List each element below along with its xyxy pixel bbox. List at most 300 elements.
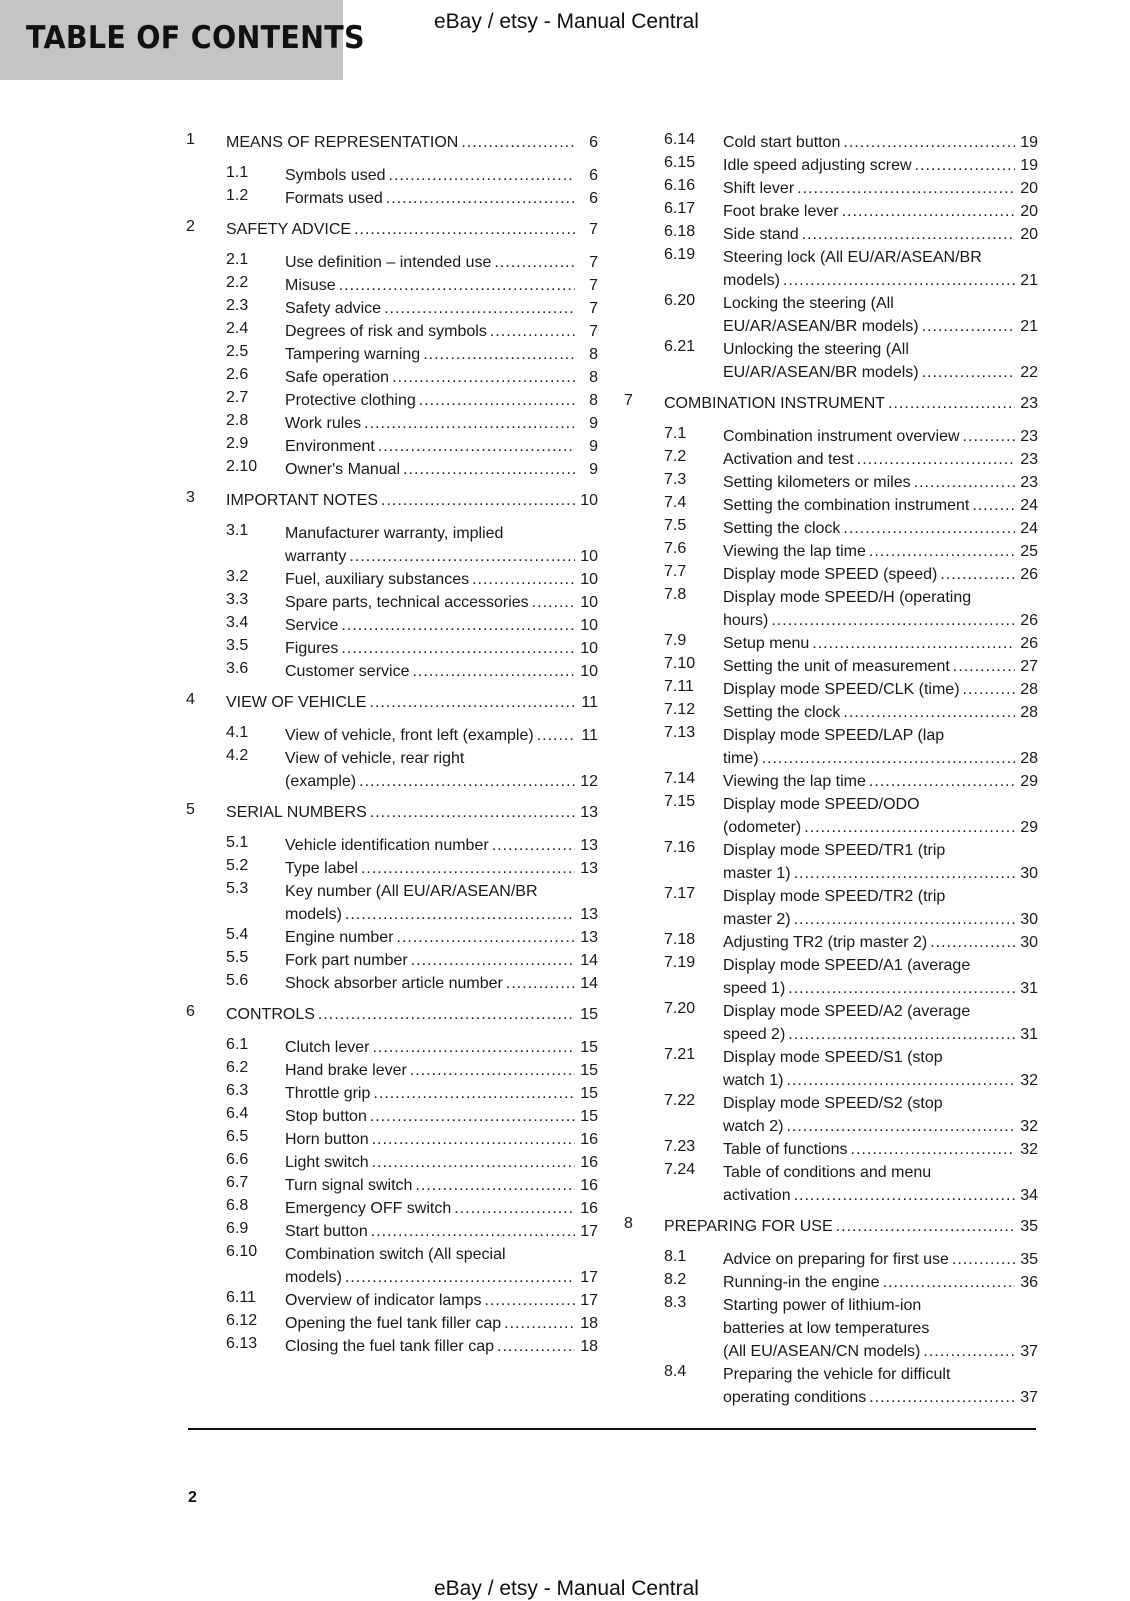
- toc-entry-number: 7.19: [664, 954, 696, 971]
- dot-leader: [339, 274, 575, 297]
- toc-entry-title: Adjusting TR2 (trip master 2): [723, 934, 928, 951]
- toc-page-number: 10: [580, 548, 598, 565]
- dot-leader: [415, 1174, 575, 1197]
- toc-entry-number: 7.18: [664, 931, 696, 948]
- toc-page-number: 20: [1020, 203, 1038, 220]
- footer-divider: [188, 1428, 1036, 1430]
- toc-entry-number: 6.1: [226, 1036, 249, 1053]
- toc-entry[interactable]: [624, 586, 1038, 632]
- toc-entry-number: 6.7: [226, 1174, 249, 1191]
- toc-entry-number: 8.4: [664, 1363, 687, 1380]
- toc-entry-title: Environment: [285, 438, 375, 455]
- toc-entry-title: Stop button: [285, 1108, 367, 1125]
- toc-page-number: 22: [1020, 364, 1038, 381]
- toc-entry[interactable]: [186, 1312, 598, 1335]
- dot-leader: [930, 931, 1015, 954]
- toc-page-number: 19: [1020, 157, 1038, 174]
- dot-leader: [359, 770, 575, 793]
- dot-leader: [762, 747, 1015, 770]
- toc-entry-title: Preparing the vehicle for difficult: [723, 1366, 951, 1383]
- dot-leader: [461, 131, 575, 154]
- toc-entry-number: 7.22: [664, 1092, 696, 1109]
- dot-leader: [504, 1312, 575, 1335]
- toc-entry-number: 4.1: [226, 724, 249, 741]
- toc-entry-number: 7.8: [664, 586, 687, 603]
- toc-entry[interactable]: [186, 435, 598, 458]
- toc-page-number: 12: [580, 773, 598, 790]
- toc-entry-title: COMBINATION INSTRUMENT: [664, 395, 886, 412]
- toc-chapter[interactable]: [624, 1215, 1038, 1238]
- toc-entry[interactable]: [624, 1271, 1038, 1294]
- toc-entry-title: watch 1): [723, 1072, 784, 1089]
- toc-entry-number: 7.15: [664, 793, 696, 810]
- toc-page-number: 16: [580, 1154, 598, 1171]
- dot-leader: [915, 154, 1015, 177]
- toc-entry-number: 6.14: [664, 131, 696, 148]
- toc-entry[interactable]: [624, 1294, 1038, 1363]
- page-number: 2: [188, 1489, 197, 1506]
- toc-entry-number: 3.5: [226, 637, 249, 654]
- toc-entry[interactable]: [186, 1174, 598, 1197]
- toc-entry-number: 2.9: [226, 435, 249, 452]
- toc-page-number: 19: [1020, 134, 1038, 151]
- toc-entry-title: Light switch: [285, 1154, 369, 1171]
- toc-page-number: 23: [1020, 451, 1038, 468]
- toc-entry-title: Overview of indicator lamps: [285, 1292, 482, 1309]
- toc-entry[interactable]: [186, 320, 598, 343]
- toc-entry-title: Key number (All EU/AR/ASEAN/BR: [285, 883, 538, 900]
- toc-page-number: 14: [580, 975, 598, 992]
- toc-entry[interactable]: [624, 177, 1038, 200]
- dot-leader: [804, 816, 1015, 839]
- toc-entry-title: master 2): [723, 911, 791, 928]
- toc-entry-title: Display mode SPEED/TR1 (trip: [723, 842, 946, 859]
- toc-entry[interactable]: [624, 632, 1038, 655]
- toc-page-number: 21: [1020, 272, 1038, 289]
- dot-leader: [341, 614, 575, 637]
- toc-entry-number: 3.6: [226, 660, 249, 677]
- toc-entry-title: Display mode SPEED/S2 (stop: [723, 1095, 943, 1112]
- toc-entry-number: 5.5: [226, 949, 249, 966]
- toc-page-number: 6: [589, 167, 598, 184]
- toc-entry[interactable]: [186, 1197, 598, 1220]
- dot-leader: [963, 678, 1015, 701]
- toc-page-number: 20: [1020, 180, 1038, 197]
- dot-leader: [361, 857, 575, 880]
- toc-entry-title: Emergency OFF switch: [285, 1200, 452, 1217]
- dot-leader: [972, 494, 1015, 517]
- toc-entry[interactable]: [186, 880, 598, 926]
- toc-page-number: 24: [1020, 520, 1038, 537]
- toc-page-number: 28: [1020, 681, 1038, 698]
- dot-leader: [802, 223, 1015, 246]
- toc-entry-title: Closing the fuel tank filler cap: [285, 1338, 494, 1355]
- toc-entry[interactable]: [624, 540, 1038, 563]
- toc-entry-title: Opening the fuel tank filler cap: [285, 1315, 502, 1332]
- dot-leader: [397, 926, 575, 949]
- toc-chapter[interactable]: [186, 801, 598, 824]
- dot-leader: [857, 448, 1015, 471]
- toc-entry[interactable]: [186, 1059, 598, 1082]
- toc-entry-number: 7.14: [664, 770, 696, 787]
- toc-page-number: 16: [580, 1177, 598, 1194]
- toc-entry[interactable]: [186, 747, 598, 793]
- toc-page-number: 30: [1020, 911, 1038, 928]
- toc-entry-title: Display mode SPEED/S1 (stop: [723, 1049, 943, 1066]
- toc-entry[interactable]: [624, 724, 1038, 770]
- toc-entry-title: Display mode SPEED (speed): [723, 566, 938, 583]
- dot-leader: [373, 1082, 575, 1105]
- toc-entry-number: 3: [186, 489, 195, 506]
- toc-entry[interactable]: [186, 614, 598, 637]
- toc-entry-number: 7.16: [664, 839, 696, 856]
- dot-leader: [786, 1115, 1015, 1138]
- toc-entry-title: Owner's Manual: [285, 461, 401, 478]
- toc-entry-title: Display mode SPEED/ODO: [723, 796, 920, 813]
- toc-entry-title: Customer service: [285, 663, 410, 680]
- toc-entry-title: Table of conditions and menu: [723, 1164, 932, 1181]
- toc-entry[interactable]: [624, 563, 1038, 586]
- toc-entry-title: Display mode SPEED/CLK (time): [723, 681, 960, 698]
- toc-entry[interactable]: [624, 200, 1038, 223]
- toc-entry[interactable]: [186, 522, 598, 568]
- toc-page-number: 6: [589, 190, 598, 207]
- dot-leader: [843, 701, 1015, 724]
- toc-entry-title: Formats used: [285, 190, 383, 207]
- toc-entry-number: 3.3: [226, 591, 249, 608]
- toc-entry[interactable]: [624, 1046, 1038, 1092]
- dot-leader: [922, 315, 1015, 338]
- dot-leader: [497, 1335, 575, 1358]
- dot-leader: [392, 366, 575, 389]
- toc-page-number: 28: [1020, 750, 1038, 767]
- toc-entry[interactable]: [186, 366, 598, 389]
- toc-entry[interactable]: [624, 931, 1038, 954]
- toc-entry-number: 7: [624, 392, 633, 409]
- toc-entry-title: Hand brake lever: [285, 1062, 407, 1079]
- toc-page-number: 8: [589, 392, 598, 409]
- toc-entry[interactable]: [624, 1138, 1038, 1161]
- dot-leader: [411, 949, 575, 972]
- toc-page-number: 11: [581, 727, 598, 744]
- toc-entry-title: Setting the unit of measurement: [723, 658, 950, 675]
- dot-leader: [783, 269, 1015, 292]
- dot-leader: [869, 770, 1015, 793]
- toc-chapter[interactable]: [186, 489, 598, 512]
- toc-entry-number: 2.5: [226, 343, 249, 360]
- toc-entry-title: speed 1): [723, 980, 786, 997]
- toc-chapter[interactable]: [186, 218, 598, 241]
- toc-page-number: 17: [580, 1292, 598, 1309]
- toc-entry[interactable]: [624, 154, 1038, 177]
- toc-entry-number: 6.2: [226, 1059, 249, 1076]
- toc-entry-title: Viewing the lap time: [723, 773, 866, 790]
- toc-entry-title: Setting the clock: [723, 520, 841, 537]
- toc-entry-number: 2.3: [226, 297, 249, 314]
- toc-entry[interactable]: [624, 471, 1038, 494]
- toc-entry[interactable]: [186, 343, 598, 366]
- toc-entry[interactable]: [186, 274, 598, 297]
- toc-page-number: 32: [1020, 1072, 1038, 1089]
- toc-entry[interactable]: [624, 517, 1038, 540]
- toc-entry-number: 7.3: [664, 471, 687, 488]
- toc-entry[interactable]: [624, 1000, 1038, 1046]
- toc-entry[interactable]: [186, 1289, 598, 1312]
- toc-entry-title: Foot brake lever: [723, 203, 839, 220]
- toc-entry[interactable]: [624, 678, 1038, 701]
- toc-entry-number: 3.1: [226, 522, 249, 539]
- toc-page-number: 11: [581, 694, 598, 711]
- toc-entry-number: 5.1: [226, 834, 249, 851]
- toc-entry[interactable]: [624, 793, 1038, 839]
- toc-page-number: 14: [580, 952, 598, 969]
- toc-chapter[interactable]: [624, 392, 1038, 415]
- toc-page-number: 15: [580, 1108, 598, 1125]
- toc-page-number: 26: [1020, 566, 1038, 583]
- toc-page-number: 16: [580, 1131, 598, 1148]
- toc-page-number: 6: [589, 134, 598, 151]
- toc-entry[interactable]: [186, 412, 598, 435]
- toc-entry-title: Start button: [285, 1223, 368, 1240]
- toc-entry-number: 6.13: [226, 1335, 258, 1352]
- dot-leader: [794, 862, 1015, 885]
- toc-entry-number: 2.4: [226, 320, 249, 337]
- toc-entry[interactable]: [186, 926, 598, 949]
- toc-entry[interactable]: [186, 1335, 598, 1358]
- toc-entry-number: 7.2: [664, 448, 687, 465]
- toc-entry-title: Cold start button: [723, 134, 841, 151]
- toc-entry[interactable]: [186, 1128, 598, 1151]
- toc-page-number: 29: [1020, 819, 1038, 836]
- toc-entry-number: 7.9: [664, 632, 687, 649]
- toc-entry-number: 7.17: [664, 885, 696, 902]
- toc-entry-number: 1: [186, 131, 195, 148]
- toc-page-number: 32: [1020, 1141, 1038, 1158]
- dot-leader: [349, 545, 575, 568]
- dot-leader: [372, 1036, 575, 1059]
- dot-leader: [794, 1184, 1015, 1207]
- toc-entry[interactable]: [186, 187, 598, 210]
- toc-entry[interactable]: [624, 223, 1038, 246]
- toc-page-number: 30: [1020, 865, 1038, 882]
- dot-leader: [788, 1023, 1015, 1046]
- dot-leader: [842, 200, 1015, 223]
- dot-leader: [963, 425, 1015, 448]
- toc-entry-title: Locking the steering (All: [723, 295, 894, 312]
- toc-entry[interactable]: [624, 770, 1038, 793]
- toc-entry-number: 7.5: [664, 517, 687, 534]
- toc-entry[interactable]: [624, 954, 1038, 1000]
- dot-leader: [384, 297, 575, 320]
- dot-leader: [794, 908, 1015, 931]
- toc-entry-number: 2.1: [226, 251, 249, 268]
- toc-entry[interactable]: [624, 338, 1038, 384]
- toc-entry-number: 1.2: [226, 187, 249, 204]
- dot-leader: [797, 177, 1015, 200]
- toc-entry[interactable]: [624, 1161, 1038, 1207]
- toc-entry-title: Use definition – intended use: [285, 254, 492, 271]
- toc-entry-title: VIEW OF VEHICLE: [226, 694, 367, 711]
- toc-entry[interactable]: [186, 1105, 598, 1128]
- toc-entry[interactable]: [186, 857, 598, 880]
- toc-entry-title: IMPORTANT NOTES: [226, 492, 379, 509]
- toc-entry-title: Starting power of lithium-ion: [723, 1297, 922, 1314]
- dot-leader: [412, 660, 575, 683]
- toc-page-number: 9: [589, 415, 598, 432]
- toc-entry-number: 7.4: [664, 494, 687, 511]
- toc-chapter[interactable]: [186, 691, 598, 714]
- toc-entry[interactable]: [624, 839, 1038, 885]
- toc-entry-title: Display mode SPEED/H (operating: [723, 589, 972, 606]
- toc-page-number: 10: [580, 640, 598, 657]
- toc-entry-number: 6.19: [664, 246, 696, 263]
- toc-entry-number: 8.3: [664, 1294, 687, 1311]
- toc-entry-title: View of vehicle, front left (example): [285, 727, 534, 744]
- toc-entry[interactable]: [624, 1363, 1038, 1409]
- toc-entry-title: Display mode SPEED/A2 (average: [723, 1003, 971, 1020]
- toc-entry[interactable]: [186, 389, 598, 412]
- toc-entry[interactable]: [624, 885, 1038, 931]
- toc-page-number: 37: [1020, 1389, 1038, 1406]
- toc-entry[interactable]: [624, 494, 1038, 517]
- toc-entry-number: 6.17: [664, 200, 696, 217]
- toc-page-number: 23: [1020, 428, 1038, 445]
- toc-entry[interactable]: [186, 1036, 598, 1059]
- dot-leader: [372, 1151, 575, 1174]
- toc-entry-title: Setup menu: [723, 635, 810, 652]
- dot-leader: [386, 187, 575, 210]
- dot-leader: [490, 320, 575, 343]
- toc-entry-title: Side stand: [723, 226, 799, 243]
- toc-entry-number: 7.7: [664, 563, 687, 580]
- toc-chapter[interactable]: [186, 1003, 598, 1026]
- toc-entry-number: 7.24: [664, 1161, 696, 1178]
- toc-entry-number: 6.3: [226, 1082, 249, 1099]
- dot-leader: [888, 392, 1015, 415]
- toc-entry-title: Setting kilometers or miles: [723, 474, 911, 491]
- toc-page-number: 29: [1020, 773, 1038, 790]
- toc-entry-title: Turn signal switch: [285, 1177, 413, 1194]
- toc-entry[interactable]: [186, 1151, 598, 1174]
- toc-entry-number: 7.13: [664, 724, 696, 741]
- toc-entry-number: 6.16: [664, 177, 696, 194]
- toc-entry-number: 5.3: [226, 880, 249, 897]
- toc-entry[interactable]: [624, 701, 1038, 724]
- toc-entry-title: models): [723, 272, 780, 289]
- toc-page-number: 7: [589, 277, 598, 294]
- toc-entry[interactable]: [624, 425, 1038, 448]
- toc-entry[interactable]: [186, 297, 598, 320]
- toc-entry[interactable]: [186, 949, 598, 972]
- toc-entry-title: hours): [723, 612, 769, 629]
- toc-page-number: 20: [1020, 226, 1038, 243]
- dot-leader: [843, 517, 1015, 540]
- toc-entry[interactable]: [624, 655, 1038, 678]
- dot-leader: [389, 164, 576, 187]
- toc-entry-number: 6: [186, 1003, 195, 1020]
- toc-entry[interactable]: [624, 292, 1038, 338]
- toc-page-number: 15: [580, 1085, 598, 1102]
- toc-entry[interactable]: [624, 131, 1038, 154]
- dot-leader: [403, 458, 575, 481]
- dot-leader: [940, 563, 1015, 586]
- toc-entry-title: Activation and test: [723, 451, 854, 468]
- dot-leader: [341, 637, 575, 660]
- toc-entry[interactable]: [186, 724, 598, 747]
- toc-entry-number: 6.9: [226, 1220, 249, 1237]
- toc-entry-number: 6.15: [664, 154, 696, 171]
- toc-entry-number: 6.6: [226, 1151, 249, 1168]
- toc-entry[interactable]: [186, 972, 598, 995]
- toc-entry-title: Degrees of risk and symbols: [285, 323, 487, 340]
- dot-leader: [922, 361, 1015, 384]
- dot-leader: [788, 977, 1015, 1000]
- toc-entry-title: Shock absorber article number: [285, 975, 503, 992]
- toc-entry-title: Clutch lever: [285, 1039, 370, 1056]
- toc-entry[interactable]: [186, 251, 598, 274]
- toc-entry-title: SERIAL NUMBERS: [226, 804, 367, 821]
- toc-entry-number: 8.2: [664, 1271, 687, 1288]
- dot-leader: [506, 972, 575, 995]
- toc-entry[interactable]: [624, 246, 1038, 292]
- toc-entry-title: SAFETY ADVICE: [226, 221, 352, 238]
- toc-page-number: 23: [1020, 474, 1038, 491]
- toc-page-number: 15: [580, 1062, 598, 1079]
- toc-page-number: 15: [580, 1006, 598, 1023]
- toc-entry[interactable]: [186, 834, 598, 857]
- toc-page-number: 26: [1020, 612, 1038, 629]
- dot-leader: [485, 1289, 575, 1312]
- dot-leader: [492, 834, 575, 857]
- toc-entry[interactable]: [186, 660, 598, 683]
- toc-page-number: 10: [580, 617, 598, 634]
- toc-entry[interactable]: [186, 637, 598, 660]
- dot-leader: [869, 1386, 1015, 1409]
- toc-entry-number: 6.20: [664, 292, 696, 309]
- toc-entry-number: 2.8: [226, 412, 249, 429]
- toc-entry[interactable]: [624, 1248, 1038, 1271]
- toc-entry[interactable]: [186, 458, 598, 481]
- toc-page-number: 26: [1020, 635, 1038, 652]
- toc-page-number: 32: [1020, 1118, 1038, 1135]
- toc-entry-number: 6.21: [664, 338, 696, 355]
- toc-page-number: 23: [1020, 395, 1038, 412]
- dot-leader: [472, 568, 575, 591]
- toc-entry-title: MEANS OF REPRESENTATION: [226, 134, 459, 151]
- toc-entry[interactable]: [186, 1220, 598, 1243]
- toc-entry[interactable]: [186, 568, 598, 591]
- dot-leader: [869, 540, 1015, 563]
- dot-leader: [381, 489, 575, 512]
- toc-entry-title: Symbols used: [285, 167, 386, 184]
- toc-entry[interactable]: [624, 448, 1038, 471]
- toc-entry-title: Idle speed adjusting screw: [723, 157, 912, 174]
- toc-entry-number: 5.4: [226, 926, 249, 943]
- toc-entry-title: Safety advice: [285, 300, 382, 317]
- dot-leader: [354, 218, 575, 241]
- toc-entry[interactable]: [624, 1092, 1038, 1138]
- toc-entry-number: 6.4: [226, 1105, 249, 1122]
- toc-entry[interactable]: [186, 164, 598, 187]
- toc-entry[interactable]: [186, 1243, 598, 1289]
- toc-entry-number: 7.12: [664, 701, 696, 718]
- toc-entry[interactable]: [186, 1082, 598, 1105]
- toc-page-number: 35: [1020, 1218, 1038, 1235]
- toc-chapter[interactable]: [186, 131, 598, 154]
- toc-entry[interactable]: [186, 591, 598, 614]
- toc-entry-number: 1.1: [226, 164, 249, 181]
- toc-entry-title: Work rules: [285, 415, 362, 432]
